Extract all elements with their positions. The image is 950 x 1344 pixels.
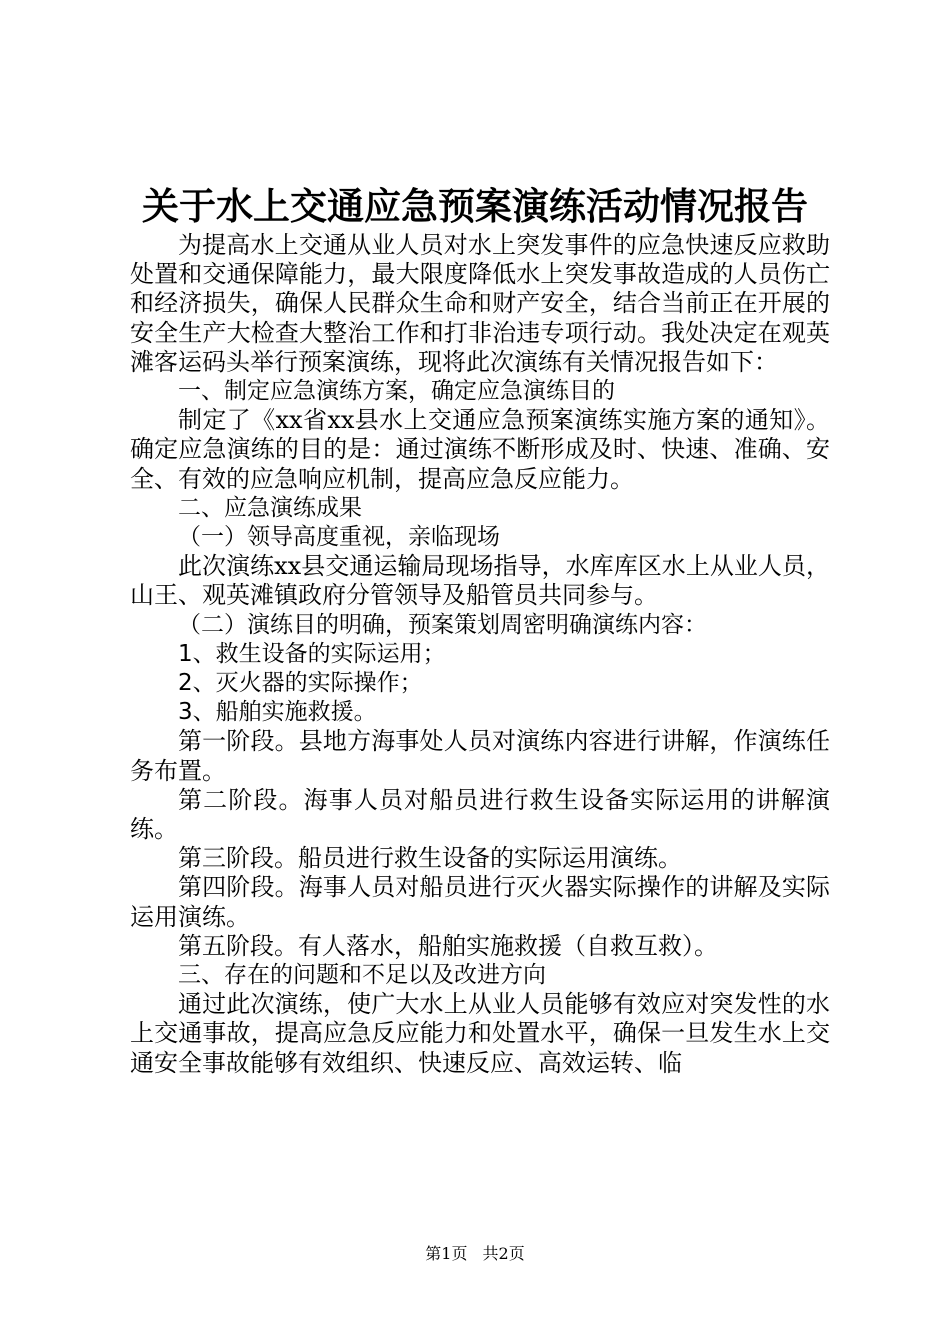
paragraph: 通过此次演练，使广大水上从业人员能够有效应对突发性的水上交通事故，提高应急反应能力和处置水平，确保一旦发生水上交通安全事故能够有效组织、快速反应、高效运转、临 — [130, 990, 830, 1077]
list-item: 2、灭火器的实际操作； — [178, 670, 423, 697]
paragraph: 此次演练xx县交通运输局现场指导，水库库区水上从业人员，山王、观英滩镇政府分管领导及船管员共同参与。 — [130, 552, 830, 610]
paragraph: 第四阶段。海事人员对船员进行灭火器实际操作的讲解及实际运用演练。 — [130, 873, 830, 931]
subsection-heading: （一）领导高度重视，亲临现场 — [178, 524, 500, 551]
paragraph: 第一阶段。县地方海事处人员对演练内容进行讲解，作演练任务布置。 — [130, 727, 830, 785]
page-footer — [0, 1244, 950, 1264]
section-heading: 一、制定应急演练方案，确定应急演练目的 — [178, 378, 615, 405]
document-title: 关于水上交通应急预案演练活动情况报告 — [142, 185, 808, 228]
paragraph: 第二阶段。海事人员对船员进行救生设备实际运用的讲解演练。 — [130, 785, 830, 844]
document-body — [130, 231, 830, 1078]
section-heading: 二、应急演练成果 — [178, 494, 362, 521]
page-number: 第1页 — [425, 1244, 468, 1263]
list-item: 1、救生设备的实际运用； — [178, 640, 446, 667]
list-item: 3、船舶实施救援。 — [178, 699, 377, 726]
paragraph: 为提高水上交通从业人员对水上突发事件的应急快速反应救助处置和交通保障能力，最大限度降低水上突发事故造成的人员伤亡和经济损失，确保人民群众生命和财产安全，结合当前正在开展的安全生产大检查大整治工作和打非治违专项行动。我处决定在观英滩客运码头举行预案演练，现将此次演练有关情况报告如下： — [130, 231, 830, 376]
paragraph: 第五阶段。有人落水，船舶实施救援（自救互救）。 — [178, 931, 718, 960]
section-heading: 三、存在的问题和不足以及改进方向 — [178, 962, 546, 989]
page-total: 共2页 — [482, 1244, 525, 1263]
paragraph: 第三阶段。船员进行救生设备的实际运用演练。 — [178, 844, 682, 873]
subsection-heading: （二）演练目的明确，预案策划周密明确演练内容： — [178, 611, 707, 638]
paragraph: 制定了《xx省xx县水上交通应急预案演练实施方案的通知》。确定应急演练的目的是：通过演练不断形成及时、快速、准确、安全、有效的应急响应机制，提高应急反应能力。 — [130, 406, 830, 493]
